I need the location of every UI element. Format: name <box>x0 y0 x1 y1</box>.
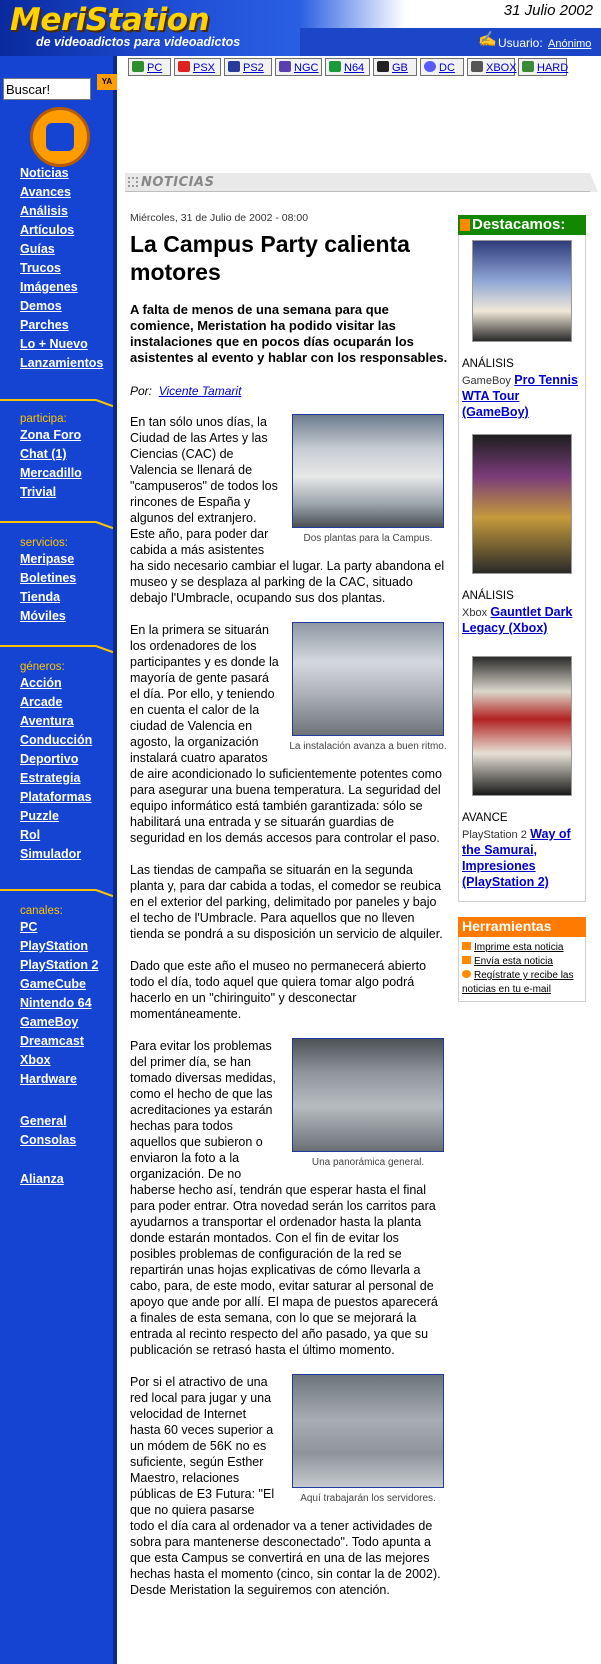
platform-tab-dc[interactable] <box>420 58 464 76</box>
article-figure <box>288 1038 448 1169</box>
destacamos-header <box>458 215 586 235</box>
article-paragraph <box>130 414 448 606</box>
byline-label: Por: <box>130 384 153 398</box>
sidebar-servicios-nav <box>20 536 117 626</box>
article-paragraph: Dado que este año el museo no permanecerá abierto todo el día, todo aquel que quiera tomar algo podrá hacerlo en un "chiringuito" y desconectar momentáneamente. <box>130 959 427 1021</box>
sidebar-item-hardware[interactable]: Hardware <box>20 1072 77 1086</box>
article-figure <box>288 414 448 545</box>
platform-label: PSX <box>193 62 216 74</box>
game-platform: GameBoy <box>462 375 511 387</box>
featured-game <box>462 656 586 890</box>
sidebar-item-avances[interactable]: Avances <box>20 185 71 199</box>
sidebar-heading-canales: canales: <box>20 905 63 917</box>
featured-game <box>462 434 586 636</box>
photo-caption: Una panorámica general. <box>311 1157 425 1168</box>
sidebar-generos-nav <box>20 660 117 864</box>
sidebar-divider <box>0 642 117 650</box>
photo-caption: La instalación avanza a buen ritmo. <box>289 741 447 752</box>
sidebar-item-analisis[interactable]: Análisis <box>20 204 68 218</box>
platform-tab-ps2[interactable] <box>224 58 272 76</box>
sidebar-heading-generos: géneros: <box>20 661 65 673</box>
article-photo[interactable] <box>292 1374 444 1488</box>
sidebar-item-gamecube[interactable]: GameCube <box>20 977 86 991</box>
sidebar-item-moviles[interactable]: Móviles <box>20 609 66 623</box>
sidebar-item-simulador[interactable]: Simulador <box>20 847 82 861</box>
sidebar-item-zona-foro[interactable]: Zona Foro <box>20 428 82 442</box>
tool-label: Regístrate y recibe las noticias en tu e-mail <box>462 970 574 995</box>
platform-tab-xbox[interactable] <box>467 58 515 76</box>
sidebar-divider <box>0 396 117 404</box>
platform-label: NGC <box>294 62 319 74</box>
sidebar-item-pc[interactable]: PC <box>20 920 38 934</box>
paragraph-text: Por si el atractivo de una red local para jugar y una velocidad de Internet hasta 60 veces superior a un módem de 56K no es suficiente, según Esther Maestro, relaciones públicas de E3 Futura: "El que no quiera pasarse todo el día cara al ordenador va a tener actividades de sobra para mantenerse desconectado". Todo apunta a que esta Campus se convertirá en una de las mejores hechas hasta el momento (cinco, sin contar la de 2002). Desde Meristation la seguiremos con atención. <box>130 1375 441 1597</box>
game-platform: PlayStation 2 <box>462 829 527 841</box>
platform-tab-gb[interactable] <box>373 58 417 76</box>
sidebar-item-mercadillo[interactable]: Mercadillo <box>20 466 82 480</box>
sidebar-main-nav <box>20 164 117 373</box>
tool-label: Envía esta noticia <box>474 956 553 967</box>
search-input[interactable]: Buscar! <box>3 78 91 100</box>
sidebar-item-playstation[interactable]: PlayStation <box>20 939 89 953</box>
sidebar-item-conduccion[interactable]: Conducción <box>20 733 93 747</box>
sidebar-divider <box>0 518 117 526</box>
sidebar-heading-participa: participa: <box>20 413 67 425</box>
sidebar-item-noticias[interactable]: Noticias <box>20 166 69 180</box>
sidebar-item-plataformas[interactable]: Plataformas <box>20 790 92 804</box>
herramientas-header: Herramientas <box>458 917 586 937</box>
playstation-icon <box>178 61 190 72</box>
sidebar-item-consolas[interactable]: Consolas <box>20 1133 77 1147</box>
sidebar-item-trivial[interactable]: Trivial <box>20 485 57 499</box>
sidebar-item-dreamcast[interactable]: Dreamcast <box>20 1034 84 1048</box>
fist-logo-inner <box>46 123 74 151</box>
sidebar-item-boletines[interactable]: Boletines <box>20 571 77 585</box>
sidebar-item-aventura[interactable]: Aventura <box>20 714 74 728</box>
n64-icon <box>329 61 341 72</box>
paragraph-text: Para evitar los problemas del primer día, se han tomado diversas medidas, como el hecho de que las acreditaciones ya estarán hechas para todos aquellos que subieron o enviaron la foto a la organización. De no haberse hecho así, tendrán que esperar hasta el final para poder entrar. Otra novedad serán los carritos para ayudarnos a transportar el ordenador hasta la planta donde estarán montados. Con el fin de evitar los posibles problemas de configuración de la red se repartirán unas hojas explicativas de cómo llevarla a cabo, para, de este modo, evitar saturar al personal de apoyo que ande por allí. El mapa de puestos aparecerá a finales de esta semana, con lo que se mejorará la entrada al recinto respecto del año pasado, ya que su publicación se retrasó hasta el último momento. <box>130 1039 438 1357</box>
sidebar-divider <box>0 886 117 894</box>
register-icon <box>462 970 471 978</box>
game-line <box>462 826 586 890</box>
sidebar-item-puzzle[interactable]: Puzzle <box>20 809 59 823</box>
game-review-type: AVANCE <box>462 812 508 824</box>
gamecube-icon <box>279 61 291 72</box>
article-date: Miércoles, 31 de Julio de 2002 - 08:00 <box>130 212 309 224</box>
platform-label: N64 <box>344 62 365 74</box>
game-review-type: ANÁLISIS <box>462 358 514 370</box>
print-icon <box>462 942 471 950</box>
article-byline <box>130 384 448 398</box>
noticias-icon <box>128 177 138 187</box>
author-link[interactable]: Vicente Tamarit <box>158 384 242 398</box>
sidebar-alianza-nav <box>20 1170 117 1189</box>
sidebar-item-alianza[interactable]: Alianza <box>20 1172 64 1186</box>
platform-label: PC <box>147 62 163 74</box>
photo-caption: Aquí trabajarán los servidores. <box>300 1493 436 1504</box>
article-photo[interactable] <box>292 1038 444 1152</box>
search-button[interactable]: YA <box>97 74 117 90</box>
sidebar-item-nintendo-64[interactable]: Nintendo 64 <box>20 996 92 1010</box>
platform-label: XBOX <box>486 62 517 74</box>
sidebar-item-gameboy[interactable]: GameBoy <box>20 1015 79 1029</box>
game-cover[interactable] <box>472 240 572 342</box>
sidebar-item-playstation-2[interactable]: PlayStation 2 <box>20 958 99 972</box>
windows-icon <box>132 61 144 72</box>
sidebar-item-lanzamientos[interactable]: Lanzamientos <box>20 356 104 370</box>
sidebar-item-xbox[interactable]: Xbox <box>20 1053 51 1067</box>
game-platform: Xbox <box>462 607 488 619</box>
sidebar-item-chat[interactable]: Chat (1) <box>20 447 67 461</box>
paragraph-text: En tan sólo unos días, la Ciudad de las Artes y las Ciencias (CAC) de Valencia se llenará de "campuseros" de todos los rincones de España y algunos del extranjero. Este año, para poder dar cabida a más asistentes ha sido necesario cambiar el lugar. La party abandona el museo y se desplaza al parking de la CAC, situado debajo l'Umbracle, ocupando sus dos plantas. <box>130 415 445 605</box>
article-figure <box>288 1374 448 1505</box>
sidebar-item-lo-nuevo[interactable]: Lo + Nuevo <box>20 337 88 351</box>
gameboy-icon <box>377 61 389 72</box>
platform-tab-n64[interactable] <box>325 58 370 76</box>
sidebar-item-accion[interactable]: Acción <box>20 676 62 690</box>
user-label: Usuario: <box>498 36 543 50</box>
platform-label: DC <box>439 62 455 74</box>
section-label: NOTICIAS <box>141 175 215 190</box>
sidebar-item-general[interactable]: General <box>20 1114 67 1128</box>
sidebar-participa-nav <box>20 412 117 502</box>
platform-label: HARD <box>537 62 569 74</box>
article-paragraph <box>130 1374 448 1598</box>
platform-label: PS2 <box>243 62 264 74</box>
game-cover[interactable] <box>472 656 572 796</box>
arrow-icon <box>460 219 470 231</box>
site-tagline: de videoadictos para videoadictos <box>36 35 241 49</box>
article <box>130 212 448 1598</box>
platform-bar <box>128 58 599 76</box>
featured-game <box>462 240 586 420</box>
article-paragraph: Las tiendas de campaña se situarán en la segunda planta y, para dar cabida a todas, el comedor se reubica en el exterior del parking, delimitado por paneles y bajo el techo de l'Umbracle. Para aquellos que no lleven tienda se pondrá a su disposición un servicio de alquiler. <box>130 863 443 941</box>
article-title: La Campus Party calienta motores <box>130 231 410 285</box>
game-link[interactable]: Way of the Samurai, Impresiones (PlayStation 2) <box>462 827 571 889</box>
mail-icon <box>462 956 471 964</box>
register-link[interactable] <box>462 969 582 997</box>
platform-label: GB <box>392 62 408 74</box>
send-link[interactable] <box>462 955 582 969</box>
user-icon: ✍ <box>478 31 497 48</box>
sidebar-item-meripase[interactable]: Meripase <box>20 552 75 566</box>
article-paragraph <box>130 1038 448 1358</box>
sidebar-item-imagenes[interactable]: Imágenes <box>20 280 78 294</box>
current-date: 31 Julio 2002 <box>503 2 593 19</box>
platform-tab-hard[interactable] <box>518 58 567 76</box>
tool-label: Imprime esta noticia <box>474 942 564 953</box>
sidebar-item-trucos[interactable]: Trucos <box>20 261 61 275</box>
game-review-type: ANÁLISIS <box>462 590 514 602</box>
photo-caption: Dos plantas para la Campus. <box>303 533 433 544</box>
sidebar-item-arcade[interactable]: Arcade <box>20 695 63 709</box>
platform-tab-psx[interactable] <box>174 58 221 76</box>
article-lead: A falta de menos de una semana para que comience, Meristation ha podido visitar las instalaciones que en pocos días ocuparán los asistentes al evento y hablar con los responsables. <box>130 302 448 365</box>
dreamcast-icon <box>424 61 436 72</box>
sidebar-item-tienda[interactable]: Tienda <box>20 590 61 604</box>
game-link[interactable]: Pro Tennis WTA Tour (GameBoy) <box>462 373 578 419</box>
sidebar-item-estrategia[interactable]: Estrategia <box>20 771 81 785</box>
article-photo[interactable] <box>292 414 444 528</box>
sidebar-item-deportivo[interactable]: Deportivo <box>20 752 79 766</box>
sidebar-item-parches[interactable]: Parches <box>20 318 69 332</box>
game-cover[interactable] <box>472 434 572 574</box>
article-figure <box>288 622 448 753</box>
xbox-icon <box>471 61 483 72</box>
print-link[interactable] <box>462 941 582 955</box>
platform-tab-pc[interactable] <box>128 58 171 76</box>
user-login-link[interactable]: Anónimo <box>548 38 592 50</box>
ps2-icon <box>228 61 240 72</box>
site-logo[interactable]: MeriStation <box>10 2 210 38</box>
sidebar-extra-nav <box>20 1112 117 1150</box>
fist-logo-icon[interactable] <box>30 107 90 167</box>
article-paragraph <box>130 622 448 846</box>
article-photo[interactable] <box>292 622 444 736</box>
sidebar-item-demos[interactable]: Demos <box>20 299 62 313</box>
hardware-icon <box>522 61 534 72</box>
game-line <box>462 372 586 420</box>
sidebar-item-guias[interactable]: Guías <box>20 242 55 256</box>
herramientas-box <box>458 937 586 1002</box>
destacamos-title: Destacamos: <box>472 216 566 233</box>
sidebar-item-rol[interactable]: Rol <box>20 828 41 842</box>
game-link[interactable]: Gauntlet Dark Legacy (Xbox) <box>462 605 573 635</box>
sidebar-heading-servicios: servicios: <box>20 537 68 549</box>
sidebar-item-articulos[interactable]: Artículos <box>20 223 75 237</box>
section-header <box>125 173 590 192</box>
game-line <box>462 604 586 636</box>
sidebar-canales-nav <box>20 904 117 1089</box>
platform-tab-ngc[interactable] <box>275 58 322 76</box>
paragraph-text: En la primera se situarán los ordenadores de los participantes y es donde la mayoría de gente pasará el día. Por ello, y teniendo en cuenta el calor de la ciudad de Valencia en agosto, la organización instalará cuatro aparatos de aire acondicionado lo suficientemente potentes como para asegurar una buena temperatura. La seguridad del equipo informático está también garantizada: sólo se habilitará una entrada y se situarán guardias de seguridad en los demás accesos para controlar el paso. <box>130 623 443 845</box>
